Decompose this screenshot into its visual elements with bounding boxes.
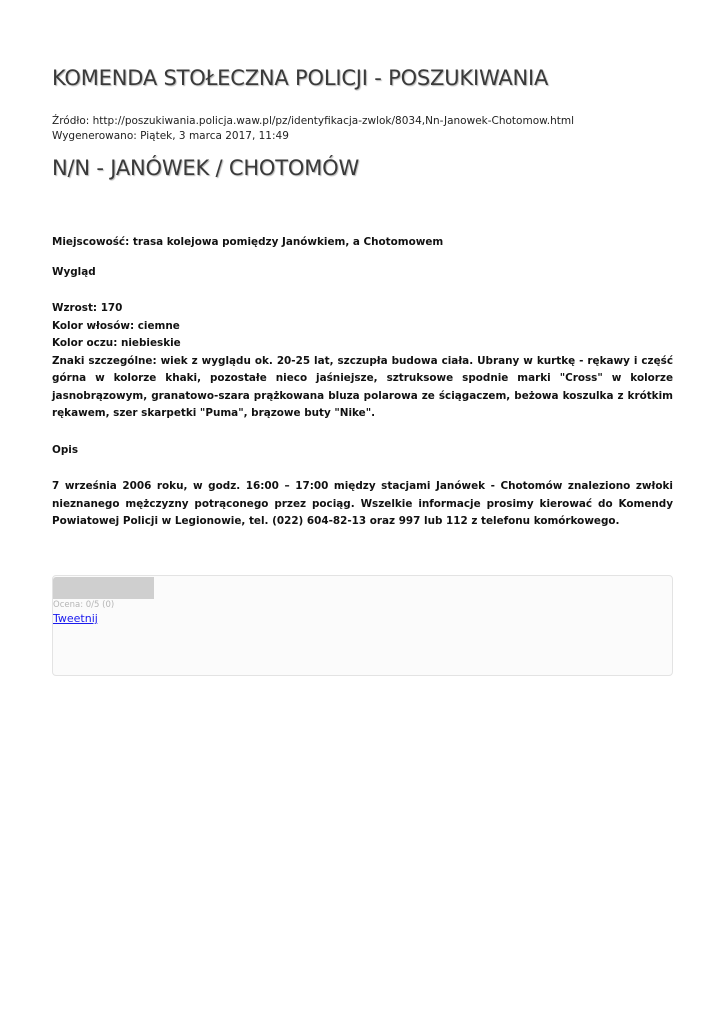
record-content <box>52 234 673 531</box>
rating-panel <box>52 575 673 676</box>
site-title: KOMENDA STOŁECZNA POLICJI - POSZUKIWANIA <box>52 66 549 90</box>
special-marks-paragraph: Znaki szczególne: wiek z wyglądu ok. 20-25 lat, szczupła budowa ciała. Ubrany w kurtkę - rękawy i część górna w kolorze khaki, pozostałe nieco jaśniejsze, sztruksowe spodnie marki "Cross" w kolorze jasnobrązowym, granatowo-szara prążkowana bluza polarowa ze ściągaczem, beżowa koszulka z krótkim rękawem, szer skarpetki "Puma", brązowe buty "Nike". <box>52 354 673 419</box>
rating-stars-bar[interactable] <box>53 577 154 599</box>
generated-line: Wygenerowano: Piątek, 3 marca 2017, 11:49 <box>52 130 289 142</box>
tweet-link[interactable]: Tweetnij <box>53 612 98 625</box>
document-meta <box>52 114 574 144</box>
record-title: N/N - JANÓWEK / CHOTOMÓW <box>52 156 360 180</box>
rating-text: Ocena: 0/5 (0) <box>53 600 115 610</box>
description-paragraph: 7 września 2006 roku, w godz. 16:00 – 17:00 między stacjami Janówek - Chotomów znaleziono zwłoki nieznanego mężczyzny potrąconego przez pociąg. Wszelkie informacje prosimy kierować do Komendy Powiatowej Policji w Legionowie, tel. (022) 604-82-13 oraz 997 lub 112 z telefonu komórkowego. <box>52 480 673 527</box>
appearance-heading: Wygląd <box>52 265 96 278</box>
hair-color-line: Kolor włosów: ciemne <box>52 319 180 332</box>
eye-color-line: Kolor oczu: niebieskie <box>52 337 181 349</box>
height-line: Wzrost: 170 <box>52 302 123 314</box>
description-heading: Opis <box>52 443 79 456</box>
source-line: Źródło: http://poszukiwania.policja.waw.pl/pz/identyfikacja-zwlok/8034,Nn-Janowek-Chotomow.html <box>52 115 575 127</box>
location-line: Miejscowość: trasa kolejowa pomiędzy Janówkiem, a Chotomowem <box>52 236 444 248</box>
